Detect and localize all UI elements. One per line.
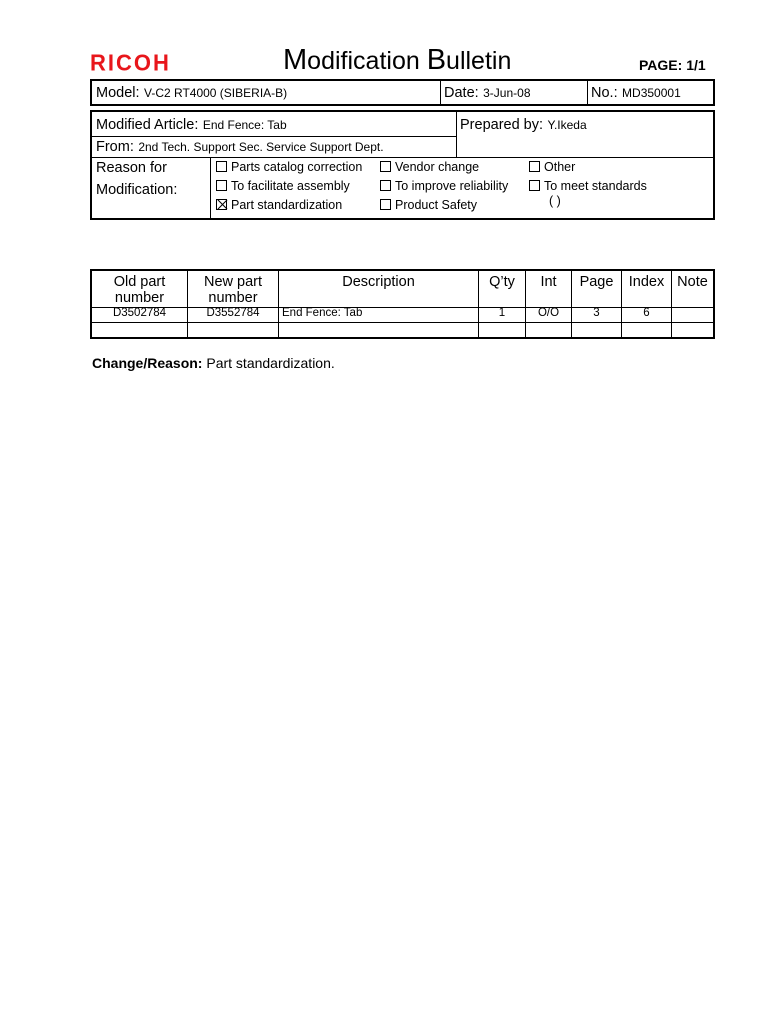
date-value: 3-Jun-08 bbox=[483, 86, 531, 100]
from-label: From: bbox=[96, 139, 134, 155]
option-label: To facilitate assembly bbox=[231, 179, 350, 193]
change-reason-label: Change/Reason: bbox=[92, 355, 203, 371]
change-reason-value: Part standardization. bbox=[206, 355, 335, 371]
header-line: Old part bbox=[113, 274, 166, 290]
title-part-1: odification bbox=[307, 47, 427, 75]
cell-old-part-number: D3502784 bbox=[112, 307, 167, 319]
option-label: Parts catalog correction bbox=[231, 160, 363, 174]
parts-table bbox=[90, 269, 715, 339]
header-index: Index bbox=[628, 274, 665, 290]
checkbox-icon[interactable] bbox=[529, 180, 540, 191]
option-meet-standards[interactable] bbox=[529, 179, 647, 193]
change-reason bbox=[92, 355, 335, 371]
checked-checkbox-icon[interactable] bbox=[216, 199, 227, 210]
cell-new-part-number: D3552784 bbox=[206, 307, 260, 319]
option-label: To improve reliability bbox=[395, 179, 509, 193]
cell-description: End Fence: Tab bbox=[282, 307, 363, 319]
header-note: Note bbox=[677, 274, 708, 290]
modified-article-field bbox=[96, 116, 287, 134]
model-label: Model: bbox=[96, 85, 140, 101]
option-product-safety[interactable] bbox=[380, 198, 477, 212]
checkbox-icon[interactable] bbox=[529, 161, 540, 172]
checkbox-icon[interactable] bbox=[380, 199, 391, 210]
cell-quantity: 1 bbox=[498, 307, 506, 319]
header-new-part-number bbox=[188, 274, 278, 306]
info-box bbox=[90, 79, 715, 106]
cell-page: 3 bbox=[593, 307, 600, 319]
number-field bbox=[591, 84, 681, 102]
prepared-by-label: Prepared by: bbox=[460, 117, 544, 133]
date-label: Date: bbox=[444, 85, 479, 101]
cell-index: 6 bbox=[643, 307, 650, 319]
option-part-standardization[interactable] bbox=[216, 198, 342, 212]
ricoh-logo: RICOH bbox=[90, 49, 171, 76]
article-box bbox=[90, 110, 715, 220]
option-label: Vendor change bbox=[395, 160, 480, 174]
number-value: MD350001 bbox=[622, 86, 681, 100]
option-label: To meet standards bbox=[544, 179, 647, 193]
title-initial-b: B bbox=[426, 44, 447, 76]
page-number: PAGE: 1/1 bbox=[639, 57, 706, 73]
option-improve-reliability[interactable] bbox=[380, 179, 508, 193]
checkbox-icon[interactable] bbox=[380, 161, 391, 172]
header-old-part-number bbox=[92, 274, 187, 306]
option-facilitate-assembly[interactable] bbox=[216, 179, 350, 193]
from-value: 2nd Tech. Support Sec. Service Support Dept. bbox=[138, 140, 384, 154]
header-int: Int bbox=[540, 274, 557, 290]
checkbox-icon[interactable] bbox=[216, 161, 227, 172]
other-specify-parens: ( ) bbox=[549, 194, 561, 208]
title-part-2: ulletin bbox=[446, 47, 512, 75]
header-page: Page bbox=[579, 274, 614, 290]
from-field bbox=[96, 138, 384, 156]
checkbox-icon[interactable] bbox=[216, 180, 227, 191]
option-label: Product Safety bbox=[395, 198, 477, 212]
header-line: number bbox=[114, 290, 165, 306]
option-vendor-change[interactable] bbox=[380, 160, 479, 174]
reason-label-line2: Modification: bbox=[96, 182, 178, 198]
model-field bbox=[96, 84, 287, 102]
option-label: Other bbox=[544, 160, 576, 174]
model-value: V-C2 RT4000 (SIBERIA-B) bbox=[143, 86, 288, 100]
modified-article-label: Modified Article: bbox=[96, 117, 199, 133]
reason-label-line1: Reason for bbox=[96, 160, 167, 176]
date-field bbox=[444, 84, 531, 102]
option-parts-catalog-correction[interactable] bbox=[216, 160, 362, 174]
prepared-by-value: Y.Ikeda bbox=[547, 118, 587, 132]
header-quantity: Q’ty bbox=[489, 274, 515, 290]
title-initial-m: M bbox=[283, 44, 308, 76]
prepared-by-field bbox=[460, 116, 587, 134]
header-line: New part bbox=[203, 274, 263, 290]
option-other[interactable] bbox=[529, 160, 575, 174]
header-line: number bbox=[208, 290, 258, 306]
cell-int: O/O bbox=[537, 307, 560, 319]
modified-article-value: End Fence: Tab bbox=[202, 118, 287, 132]
bulletin-title bbox=[283, 44, 511, 77]
header-description: Description bbox=[342, 274, 415, 290]
option-label: Part standardization bbox=[231, 198, 343, 212]
number-label: No.: bbox=[591, 85, 618, 101]
checkbox-icon[interactable] bbox=[380, 180, 391, 191]
